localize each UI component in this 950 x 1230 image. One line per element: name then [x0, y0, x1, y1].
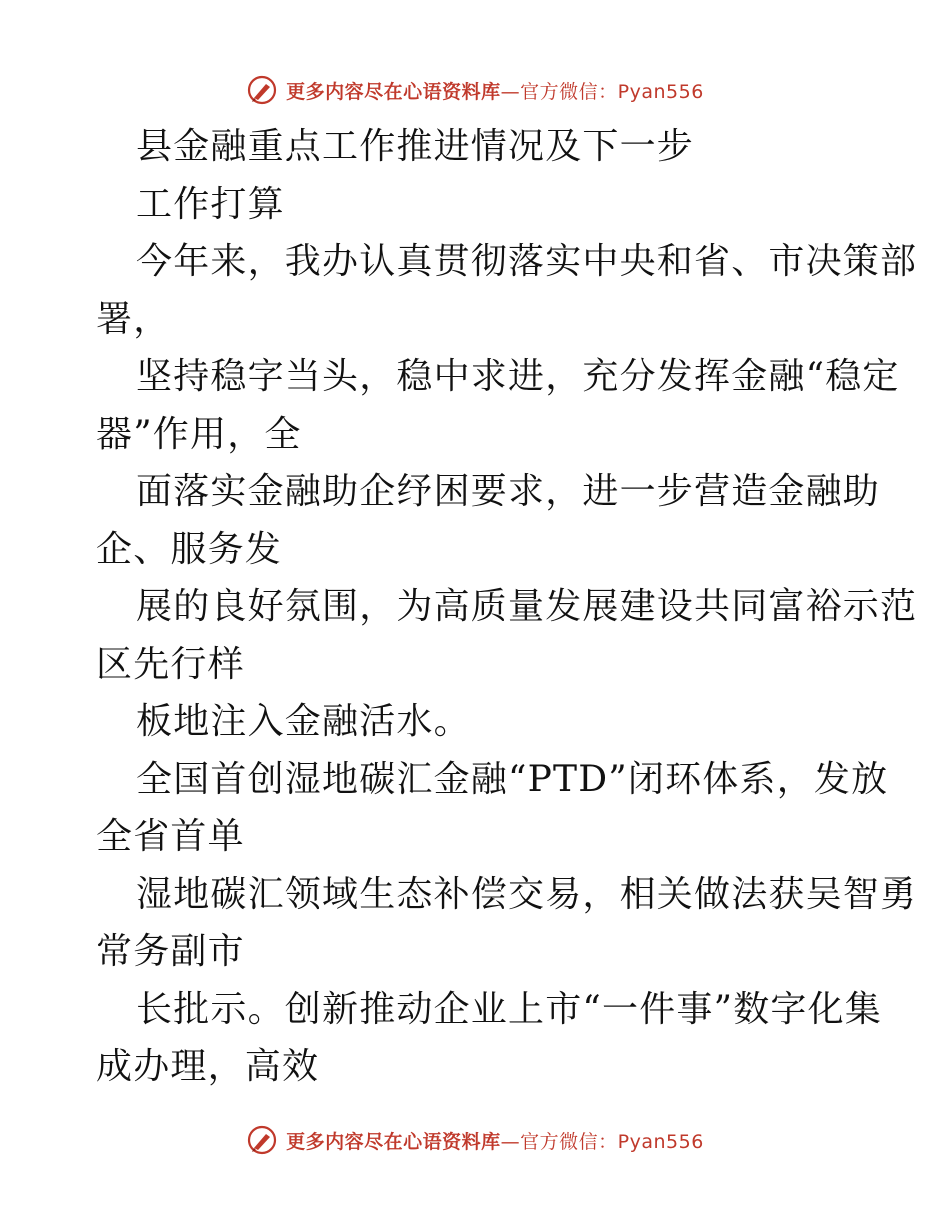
text-line: 成办理，高效: [96, 1046, 320, 1087]
footer-banner-suffix: 官方微信：Pyan556: [520, 1130, 704, 1153]
header-banner-separator: —: [500, 80, 521, 103]
text-line: 县金融重点工作推进情况及下一步: [136, 126, 695, 167]
text-line: 坚持稳字当头，稳中求进，充分发挥金融“稳定: [136, 356, 900, 397]
text-line: 全国首创湿地碳汇金融“PTD”闭环体系，发放: [136, 758, 889, 800]
header-banner-text: [286, 77, 704, 104]
text-line: 今年来，我办认真贯彻落实中央和省、市决策部: [136, 241, 918, 282]
pen-logo-icon: [246, 1124, 278, 1156]
footer-banner-separator: —: [500, 1130, 521, 1153]
text-line: 企、服务发: [96, 528, 283, 570]
text-line: 署，: [96, 298, 171, 340]
footer-banner-title: 更多内容尽在心语资料库: [286, 1130, 501, 1153]
text-line: 全省首单: [96, 816, 245, 857]
pen-logo-icon: [246, 74, 278, 106]
text-line: 常务副市: [96, 931, 245, 972]
header-banner-title: 更多内容尽在心语资料库: [286, 80, 501, 103]
document-body: [96, 118, 918, 1096]
text-line: 面落实金融助企纾困要求，进一步营造金融助: [136, 471, 881, 512]
text-line: 板地注入金融活水。: [136, 701, 471, 742]
header-banner: [0, 70, 950, 110]
text-line: 长批示。创新推动企业上市“一件事”数字化集: [136, 988, 883, 1030]
text-line: 湿地碳汇领域生态补偿交易，相关做法获吴智勇: [136, 873, 918, 915]
text-line: 工作打算: [136, 183, 285, 225]
header-banner-suffix: 官方微信：Pyan556: [520, 80, 704, 103]
text-line: 区先行样: [96, 643, 245, 685]
text-line: 展的良好氛围，为高质量发展建设共同富裕示范: [136, 586, 918, 627]
footer-banner-text: [286, 1127, 704, 1154]
footer-banner: [0, 1120, 950, 1160]
text-line: 器”作用，全: [96, 413, 302, 455]
